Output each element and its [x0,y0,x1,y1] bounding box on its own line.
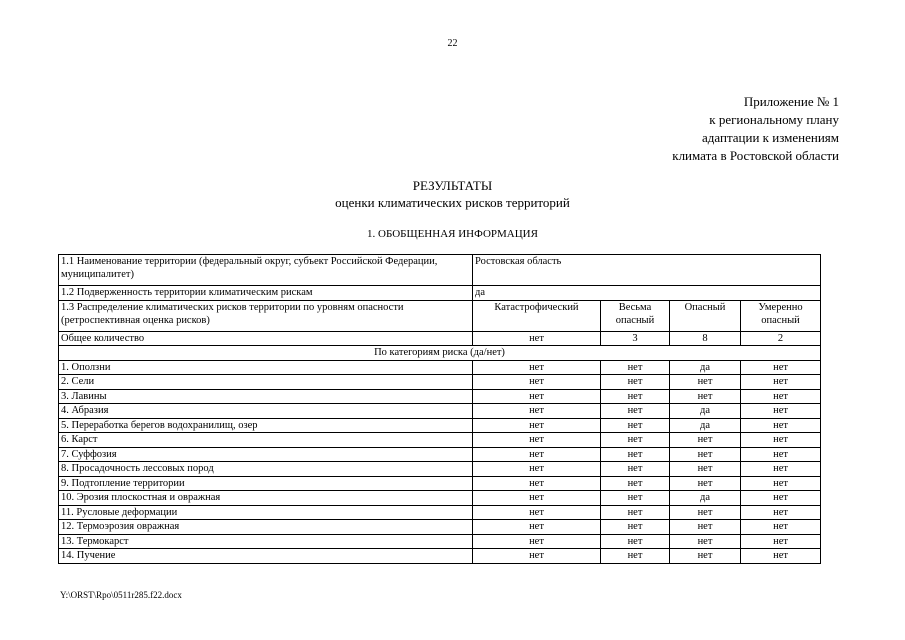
risk-value-cell: нет [741,447,821,462]
risk-value-cell: нет [601,549,670,564]
risk-value-cell: нет [741,520,821,535]
total-value: нет [473,331,601,346]
appendix-line-2: к региональному плану [709,112,839,127]
risk-value-cell: нет [473,447,601,462]
exposure-label: 1.2 Подверженность территории климатическим рискам [59,286,473,301]
territory-value: Ростовская область [473,255,821,286]
appendix-line-1: Приложение № 1 [743,94,839,109]
territory-label: 1.1 Наименование территории (федеральный округ, субъект Российской Федерации, муниципалитет) [59,255,473,286]
total-label: Общее количество [59,331,473,346]
risk-value-cell: нет [670,389,741,404]
risk-category-name: 4. Абразия [59,404,473,419]
appendix-line-3: адаптации к изменениям [702,130,839,145]
risk-value-cell: нет [741,549,821,564]
risk-value-cell: нет [473,491,601,506]
risk-value-cell: нет [601,433,670,448]
appendix-line-4: климата в Ростовской области [672,148,839,163]
category-header-row [59,346,821,361]
risk-value-cell: да [670,418,741,433]
risk-value-cell: нет [670,476,741,491]
risk-value-cell: нет [741,476,821,491]
risk-value-cell: нет [473,433,601,448]
total-value: 3 [601,331,670,346]
risk-category-name: 12. Термоэрозия овражная [59,520,473,535]
risk-value-cell: нет [670,549,741,564]
risk-value-cell: нет [741,491,821,506]
risk-value-cell: нет [670,505,741,520]
risk-value-cell: нет [473,549,601,564]
table-row [59,418,821,433]
risk-value-cell: нет [670,534,741,549]
table-row [59,520,821,535]
risk-value-cell: нет [473,462,601,477]
distribution-row [59,300,821,331]
table-row [59,534,821,549]
title-subtitle: оценки климатических рисков территорий [335,195,570,210]
risk-value-cell: нет [741,418,821,433]
risk-value-cell: нет [473,404,601,419]
footer-file-path: Y:\ORST\Rpo\0511r285.f22.docx [60,590,182,600]
table-row [59,404,821,419]
exposure-row [59,286,821,301]
page-number: 22 [447,38,458,49]
risk-value-cell: нет [601,418,670,433]
table-row [59,433,821,448]
risk-value-cell: нет [473,520,601,535]
risk-value-cell: нет [473,534,601,549]
table-row [59,375,821,390]
risk-value-cell: нет [670,375,741,390]
risk-value-cell: нет [601,491,670,506]
section-title: 1. ОБОБЩЕННАЯ ИНФОРМАЦИЯ [367,228,538,240]
level-dangerous: Опасный [670,300,741,331]
territory-row [59,255,821,286]
risk-category-name: 1. Оползни [59,360,473,375]
table-row [59,360,821,375]
risk-category-name: 2. Сели [59,375,473,390]
risk-value-cell: нет [670,462,741,477]
total-value: 2 [741,331,821,346]
category-header: По категориям риска (да/нет) [59,346,821,361]
risk-value-cell: нет [473,360,601,375]
level-moderate: Умеренно опасный [741,300,821,331]
table-row [59,549,821,564]
risk-value-cell: нет [741,404,821,419]
table-row [59,447,821,462]
risk-table [58,254,821,564]
risk-category-name: 6. Карст [59,433,473,448]
totals-row [59,331,821,346]
total-value: 8 [670,331,741,346]
risk-value-cell: нет [670,433,741,448]
risk-value-cell: нет [601,462,670,477]
table-row [59,491,821,506]
distribution-label: 1.3 Распределение климатических рисков территории по уровням опасности (ретроспективная оценка рисков) [59,300,473,331]
risk-value-cell: нет [601,534,670,549]
risk-value-cell: нет [741,375,821,390]
risk-value-cell: да [670,404,741,419]
risk-value-cell: нет [670,447,741,462]
risk-value-cell: да [670,360,741,375]
document-title [0,177,905,211]
title-main: РЕЗУЛЬТАТЫ [412,178,493,193]
risk-value-cell: нет [473,418,601,433]
risk-value-cell: да [670,491,741,506]
risk-value-cell: нет [473,505,601,520]
risk-value-cell: нет [473,375,601,390]
appendix-block [672,93,839,165]
risk-value-cell: нет [741,462,821,477]
risk-value-cell: нет [670,520,741,535]
risk-category-name: 14. Пучение [59,549,473,564]
risk-value-cell: нет [741,389,821,404]
risk-category-name: 9. Подтопление территории [59,476,473,491]
table-row [59,476,821,491]
risk-value-cell: нет [741,505,821,520]
risk-category-name: 11. Русловые деформации [59,505,473,520]
risk-value-cell: нет [601,375,670,390]
risk-value-cell: нет [601,360,670,375]
risk-value-cell: нет [473,476,601,491]
risk-category-name: 3. Лавины [59,389,473,404]
level-catastrophic: Катастрофический [473,300,601,331]
exposure-value: да [473,286,821,301]
risk-value-cell: нет [601,476,670,491]
table-row [59,462,821,477]
risk-value-cell: нет [601,389,670,404]
risk-category-name: 13. Термокарст [59,534,473,549]
risk-value-cell: нет [741,534,821,549]
risk-value-cell: нет [601,404,670,419]
risk-value-cell: нет [473,389,601,404]
risk-value-cell: нет [601,520,670,535]
risk-value-cell: нет [601,447,670,462]
risk-value-cell: нет [741,433,821,448]
risk-category-name: 7. Суффозия [59,447,473,462]
risk-value-cell: нет [741,360,821,375]
table-row [59,505,821,520]
risk-category-name: 8. Просадочность лессовых пород [59,462,473,477]
risk-value-cell: нет [601,505,670,520]
table-row [59,389,821,404]
level-very-dangerous: Весьма опасный [601,300,670,331]
risk-category-name: 5. Переработка берегов водохранилищ, озер [59,418,473,433]
risk-category-name: 10. Эрозия плоскостная и овражная [59,491,473,506]
